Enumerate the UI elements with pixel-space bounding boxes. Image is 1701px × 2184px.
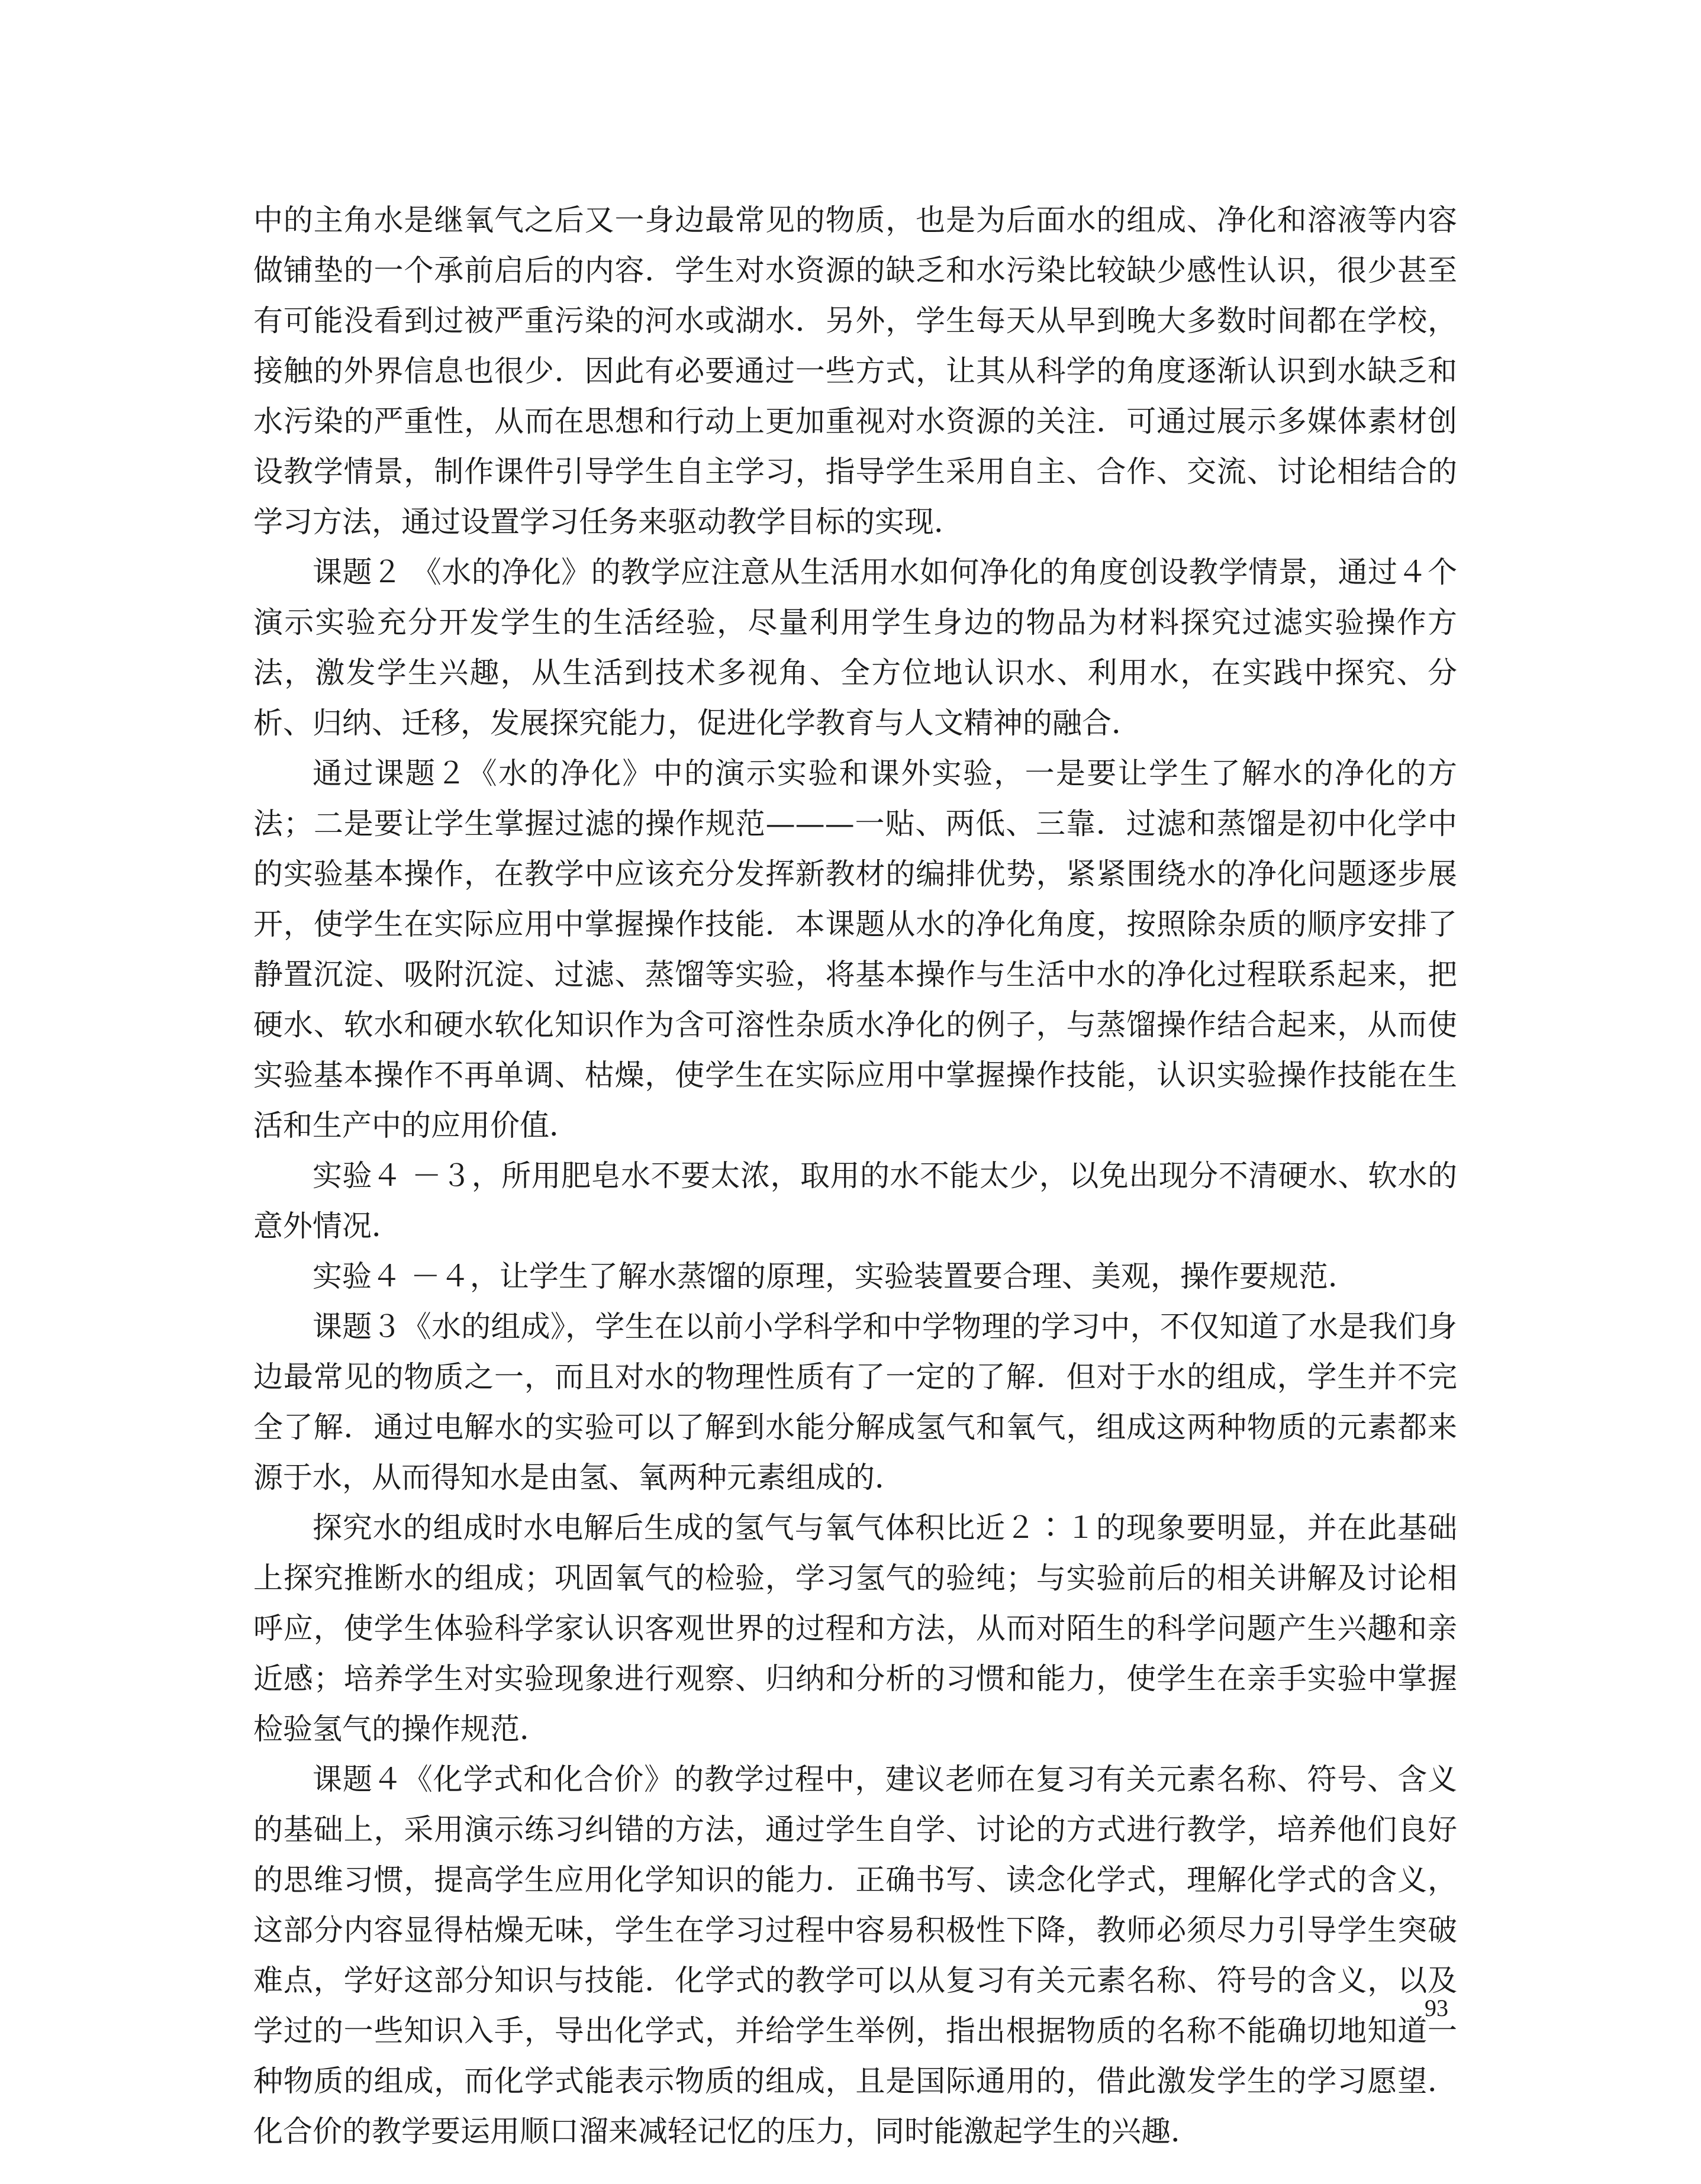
paragraph-topic3-composition: 课题３《水的组成》，学生在以前小学科学和中学物理的学习中，不仅知道了水是我们身边最常见的物质之一，而且对水的物理性质有了一定的了解．但对于水的组成，学生并不完全了解．通过电解水的实验可以了解到水能分解成氢气和氧气，组成这两种物质的元素都来源于水，从而得知水是由氢、氧两种元素组成的．: [253, 1309, 1457, 1495]
paragraph-experiment-4-4: 实验４ －４，让学生了解水蒸馏的原理，实验装置要合理、美观，操作要规范．: [313, 1259, 1358, 1293]
paragraph-continuation: 中的主角水是继氧气之后又一身边最常见的物质，也是为后面水的组成、净化和溶液等内容做铺垫的一个承前启后的内容．学生对水资源的缺乏和水污染比较缺少感性认识，很少甚至有可能没看到过被严重污染的河水或湖水．另外，学生每天从早到晚大多数时间都在学校，接触的外界信息也很少．因此有必要通过一些方式，让其从科学的角度逐渐认识到水缺乏和水污染的严重性，从而在思想和行动上更加重视对水资源的关注．可通过展示多媒体素材创设教学情景，制作课件引导学生自主学习，指导学生采用自主、合作、交流、讨论相结合的学习方法，通过设置学习任务来驱动教学目标的实现．: [253, 203, 1457, 539]
paragraph-electrolysis: 探究水的组成时水电解后生成的氢气与氧气体积比近２∶１的现象要明显，并在此基础上探究推断水的组成；巩固氧气的检验，学习氢气的验纯；与实验前后的相关讲解及讨论相呼应，使学生体验科学家认识客观世界的过程和方法，从而对陌生的科学问题产生兴趣和亲近感；培养学生对实验现象进行观察、归纳和分析的习惯和能力，使学生在亲手实验中掌握检验氢气的操作规范．: [253, 1511, 1457, 1746]
paragraph-topic4-formula: 课题４《化学式和化合价》的教学过程中，建议老师在复习有关元素名称、符号、含义的基础上，采用演示练习纠错的方法，通过学生自学、讨论的方式进行教学，培养他们良好的思维习惯，提高学生应用化学知识的能力．正确书写、读念化学式，理解化学式的含义，这部分内容显得枯燥无味，学生在学习过程中容易积极性下降，教师必须尽力引导学生突破难点，学好这部分知识与技能．化学式的教学可以从复习有关元素名称、符号的含义，以及学过的一些知识入手，导出化学式，并给学生举例，指出根据物质的名称不能确切地知道一种物质的组成，而化学式能表示物质的组成，且是国际通用的，借此激发学生的学习愿望．化合价的教学要运用顺口溜来减轻记忆的压力，同时能激起学生的兴趣．: [253, 1762, 1457, 2148]
paragraph-experiment-4-3: 实验４ －３，所用肥皂水不要太浓，取用的水不能太少，以免出现分不清硬水、软水的意外情况．: [253, 1159, 1457, 1243]
page-number: 93: [1425, 1995, 1448, 2021]
body-text: [253, 195, 1457, 2157]
paragraph-topic2-purification: 课题２ 《水的净化》的教学应注意从生活用水如何净化的角度创设教学情景，通过４个演示实验充分开发学生的生活经验，尽量利用学生身边的物品为材料探究过滤实验操作方法，激发学生兴趣，从生活到技术多视角、全方位地认识水、利用水，在实践中探究、分析、归纳、迁移，发展探究能力，促进化学教育与人文精神的融合．: [253, 555, 1457, 740]
paragraph-topic2-experiments: 通过课题２《水的净化》中的演示实验和课外实验，一是要让学生了解水的净化的方法；二是要让学生掌握过滤的操作规范———一贴、两低、三靠．过滤和蒸馏是初中化学中的实验基本操作，在教学中应该充分发挥新教材的编排优势，紧紧围绕水的净化问题逐步展开，使学生在实际应用中掌握操作技能．本课题从水的净化角度，按照除杂质的顺序安排了静置沉淀、吸附沉淀、过滤、蒸馏等实验，将基本操作与生活中水的净化过程联系起来，把硬水、软水和硬水软化知识作为含可溶性杂质水净化的例子，与蒸馏操作结合起来，从而使实验基本操作不再单调、枯燥，使学生在实际应用中掌握操作技能，认识实验操作技能在生活和生产中的应用价值．: [253, 756, 1457, 1143]
